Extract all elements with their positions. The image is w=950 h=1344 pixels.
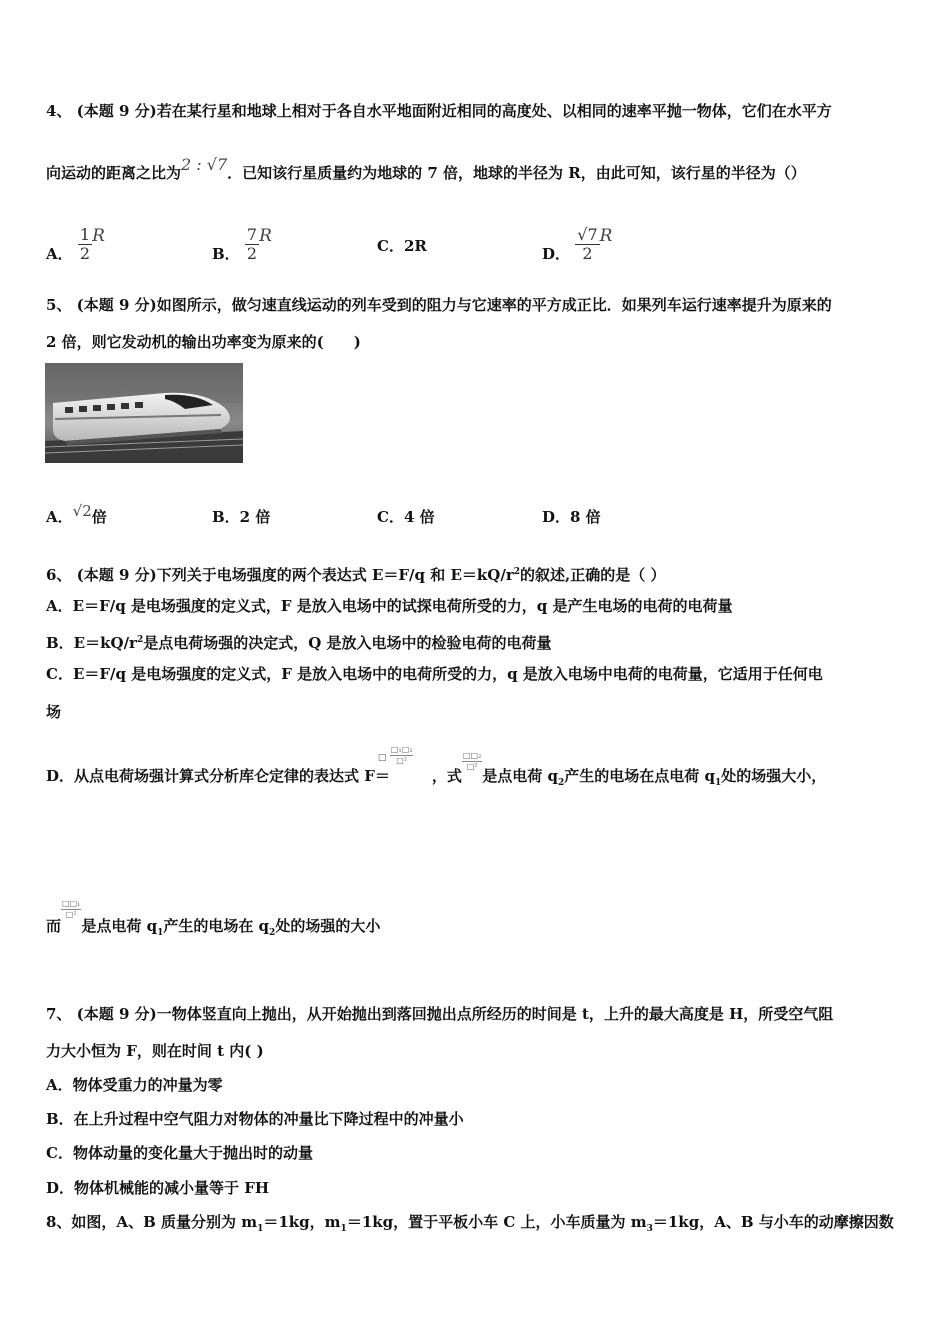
q7-stem-line2: 力大小恒为 F，则在时间 t 内( ) xyxy=(46,1042,264,1060)
q6-option-d-box-glyph: □ xyxy=(377,753,387,763)
q6-option-d-text-b: ，式 xyxy=(431,767,462,785)
q6-option-d-frac2 xyxy=(462,751,482,772)
q6-option-c-line2: 场 xyxy=(46,703,62,721)
q8-sub3: 3 xyxy=(646,1224,653,1234)
q4-option-d-fraction xyxy=(575,226,599,263)
q4-option-b-label: B． xyxy=(212,244,240,263)
q8-stem-text-b: ＝1kg，m xyxy=(263,1213,341,1231)
q7-option-a: A．物体受重力的冲量为零 xyxy=(46,1076,223,1094)
q4-option-d-num: √7 xyxy=(577,225,598,244)
q6-option-d-frac2-den: □² xyxy=(466,761,478,771)
q4-option-a-fraction xyxy=(78,226,92,263)
q4-option-d xyxy=(542,226,612,263)
q6-option-d-line2-text-c: 产生的电场在 q xyxy=(163,917,270,935)
q4-stem-text-a: 向运动的距离之比为 xyxy=(46,164,182,182)
q5-option-a-math: √2 xyxy=(72,502,92,520)
q6-option-b-text-a: B．E＝kQ/r xyxy=(46,634,137,652)
q6-option-c-line1: C．E＝F/q 是电场强度的定义式，F 是放入电场中的电荷所受的力，q 是放入电场中电荷的电荷量，它适用于任何电 xyxy=(46,665,823,683)
q5-option-d: D．8 倍 xyxy=(542,508,601,526)
q6-option-d-frac2-num: □□₂ xyxy=(462,750,482,760)
q6-option-d-text-e: 处的场强大小， xyxy=(721,767,827,785)
q6-option-d-frac1-num: □₁□₂ xyxy=(390,744,413,754)
q6-stem-text-b: 的叙述,正确的是（ ） xyxy=(520,566,666,584)
q5-option-a-suffix: 倍 xyxy=(91,508,107,526)
q4-option-b-num: 7 xyxy=(246,225,258,244)
q4-option-d-den: 2 xyxy=(582,244,593,263)
q6-option-b xyxy=(46,630,552,653)
q6-option-d-frac1-den: □² xyxy=(396,755,408,765)
q7-option-b: B．在上升过程中空气阻力对物体的冲量比下降过程中的冲量小 xyxy=(46,1110,464,1128)
q7-option-d: D．物体机械能的减小量等于 FH xyxy=(46,1179,270,1197)
q6-option-b-text-b: 是点电荷场强的决定式，Q 是放入电场中的检验电荷的电荷量 xyxy=(143,634,552,652)
q4-stem-line1: 4、 (本题 9 分)若在某行星和地球上相对于各自水平地面附近相同的高度处、以相同的速率平抛一物体，它们在水平方 xyxy=(46,102,832,120)
q4-option-a xyxy=(46,226,105,263)
q8-stem xyxy=(46,1212,894,1239)
q6-option-d-frac1-wrap xyxy=(377,744,432,766)
q6-option-d-line2-sub2: 2 xyxy=(269,928,276,938)
q8-stem-text-d: ＝1kg，A、B 与小车的动摩擦因数 xyxy=(652,1213,894,1231)
q5-option-a-label: A． xyxy=(46,508,73,526)
q6-option-d-frac2-wrap xyxy=(462,750,482,772)
q6-option-d-line2-sub1: 1 xyxy=(157,928,164,938)
q6-option-d-sub2: 1 xyxy=(714,778,722,788)
q4-option-b-fraction xyxy=(245,226,259,263)
q6-option-b-sup: 2 xyxy=(136,635,144,645)
q6-option-d-line2-text-b: 是点电荷 q xyxy=(81,917,158,935)
q6-option-d-frac3-den: □² xyxy=(65,909,77,919)
train-photo xyxy=(45,363,243,463)
q6-option-d-frac3-wrap xyxy=(61,898,81,920)
q4-option-a-label: A． xyxy=(46,244,73,263)
q5-stem-line2: 2 倍，则它发动机的输出功率变为原来的( ) xyxy=(46,333,361,351)
q6-option-d-text-d: 产生的电场在点电荷 q xyxy=(564,767,715,785)
q6-option-d-line1 xyxy=(46,744,827,793)
q6-option-d-text-a: D．从点电荷场强计算式分析库仑定律的表达式 F＝ xyxy=(46,767,390,785)
q5-option-b: B．2 倍 xyxy=(212,508,271,526)
q6-option-d-line2 xyxy=(46,898,381,943)
q7-stem-line1: 7、 (本题 9 分)一物体竖直向上抛出，从开始抛出到落回抛出点所经历的时间是 t，上升的最大高度是 H，所受空气阻 xyxy=(46,1005,834,1023)
q8-sub1: 1 xyxy=(257,1224,264,1234)
q4-option-d-label: D． xyxy=(542,244,571,263)
q8-stem-text-a: 8、如图，A、B 质量分别为 m xyxy=(46,1213,258,1231)
q6-option-d-sub1: 2 xyxy=(557,778,565,788)
q6-option-d-line2-text-a: 而 xyxy=(46,917,62,935)
q5-option-a xyxy=(46,502,107,527)
q5-option-c: C．4 倍 xyxy=(377,508,435,526)
q4-option-b-var: R xyxy=(259,225,272,246)
q6-option-d-frac1 xyxy=(390,745,414,766)
q4-option-b-den: 2 xyxy=(246,244,258,263)
q5-stem-line1: 5、 (本题 9 分)如图所示，做匀速直线运动的列车受到的阻力与它速率的平方成正比．如果列车运行速率提升为原来的 xyxy=(46,296,832,314)
q6-stem-sup: 2 xyxy=(513,567,520,577)
q4-ratio: 2 : √7 xyxy=(181,155,228,174)
q4-stem-line2 xyxy=(46,155,806,183)
q4-option-c: C．2R xyxy=(377,237,427,255)
q4-option-a-num: 1 xyxy=(79,225,91,244)
q8-stem-text-c: ＝1kg，置于平板小车 C 上，小车质量为 m xyxy=(346,1213,647,1231)
q4-option-a-var: R xyxy=(92,225,105,246)
q6-option-d-frac3 xyxy=(61,899,81,920)
q6-option-d-line2-text-d: 处的场强的大小 xyxy=(275,917,381,935)
q8-sub2: 1 xyxy=(340,1224,347,1234)
q6-stem xyxy=(46,562,665,585)
q4-option-a-den: 2 xyxy=(79,244,91,263)
q4-stem-text-b: ．已知该行星质量约为地球的 7 倍，地球的半径为 R，由此可知，该行星的半径为（） xyxy=(227,164,806,182)
q6-option-d-text-c: 是点电荷 q xyxy=(482,767,558,785)
q6-option-d-frac3-num: □□₁ xyxy=(62,898,81,908)
q4-option-b xyxy=(212,226,272,263)
q7-option-c: C．物体动量的变化量大于抛出时的动量 xyxy=(46,1144,313,1162)
q4-option-d-var: R xyxy=(599,225,613,246)
q6-stem-text-a: 6、 (本题 9 分)下列关于电场强度的两个表达式 E＝F/q 和 E＝kQ/r xyxy=(46,566,514,584)
q6-option-a: A．E＝F/q 是电场强度的定义式，F 是放入电场中的试探电荷所受的力，q 是产生电场的电荷的电荷量 xyxy=(46,597,733,615)
